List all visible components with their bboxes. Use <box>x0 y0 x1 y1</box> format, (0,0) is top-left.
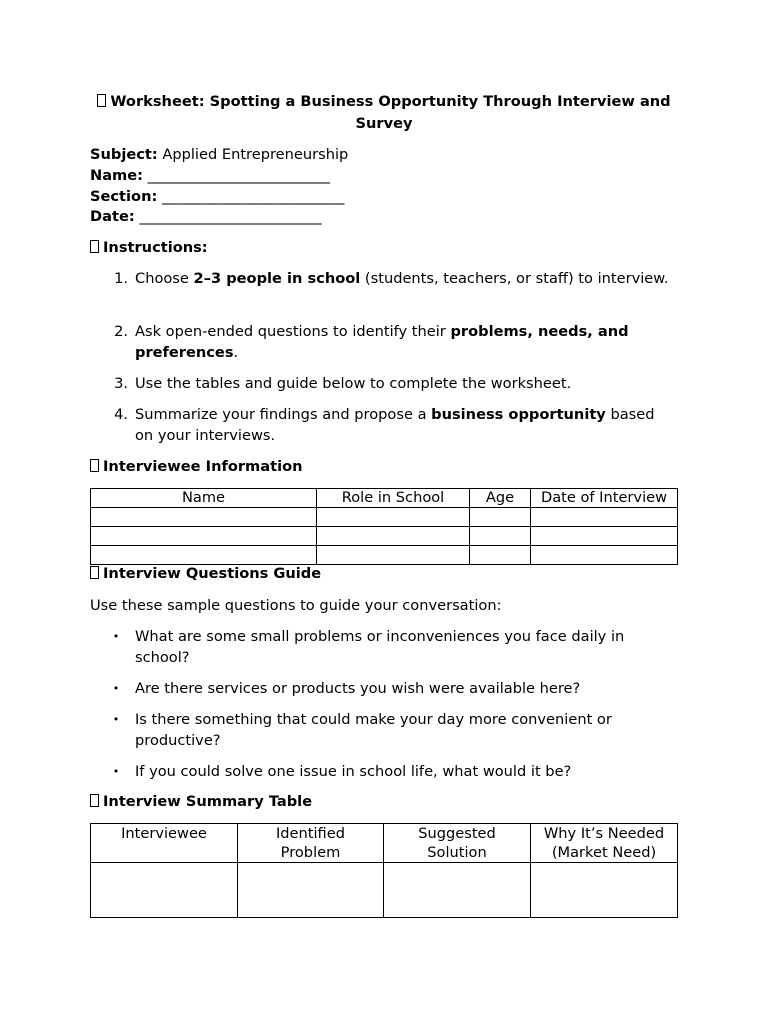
column-header: Suggested Solution <box>384 824 531 863</box>
table-row <box>91 508 678 527</box>
interviewee-emoji-icon <box>90 459 99 472</box>
section-line <box>90 186 344 207</box>
table-cell[interactable] <box>91 546 317 565</box>
section-blank: _________________________ <box>161 188 345 205</box>
bullet-icon: • <box>112 630 120 643</box>
name-blank: _________________________ <box>147 167 331 184</box>
interview-summary-table <box>90 823 678 918</box>
table-cell[interactable] <box>317 508 470 527</box>
table-cell[interactable] <box>91 863 238 918</box>
interviewee-info-heading: Interviewee Information <box>90 456 303 477</box>
subject-line <box>90 144 348 165</box>
questions-guide-heading: Interview Questions Guide <box>90 563 321 584</box>
column-header: Role in School <box>317 489 470 508</box>
table-cell[interactable] <box>531 527 678 546</box>
table-cell[interactable] <box>531 546 678 565</box>
table-cell[interactable] <box>91 508 317 527</box>
column-header: Date of Interview <box>531 489 678 508</box>
bullet-icon: • <box>112 682 120 695</box>
table-cell[interactable] <box>531 508 678 527</box>
title-emoji-icon <box>97 94 106 107</box>
table-cell[interactable] <box>238 863 384 918</box>
table-cell[interactable] <box>317 546 470 565</box>
page-title <box>90 91 678 135</box>
table-header-row <box>91 489 678 508</box>
column-header: Age <box>470 489 531 508</box>
instructions-emoji-icon <box>90 240 99 253</box>
instructions-heading: Instructions: <box>90 237 208 258</box>
table-header-row <box>91 824 678 863</box>
date-blank: _________________________ <box>139 208 322 225</box>
summary-emoji-icon <box>90 794 99 807</box>
table-cell[interactable] <box>470 527 531 546</box>
column-header: Name <box>91 489 317 508</box>
interviewee-info-table <box>90 488 678 565</box>
bullet-icon: • <box>112 713 120 726</box>
table-row <box>91 863 678 918</box>
table-row <box>91 546 678 565</box>
table-cell[interactable] <box>531 863 678 918</box>
table-cell[interactable] <box>470 546 531 565</box>
table-cell[interactable] <box>91 527 317 546</box>
questions-emoji-icon <box>90 566 99 579</box>
name-label: Name: <box>90 167 144 184</box>
date-line <box>90 206 322 227</box>
column-header: Interviewee <box>91 824 238 863</box>
table-cell[interactable] <box>470 508 531 527</box>
table-row <box>91 527 678 546</box>
column-header: Why It’s Needed (Market Need) <box>531 824 678 863</box>
title-text: Worksheet: Spotting a Business Opportunity Through Interview and Survey <box>110 93 671 132</box>
questions-guide-intro: Use these sample questions to guide your conversation: <box>90 597 502 614</box>
name-line <box>90 165 330 186</box>
column-header: Identified Problem <box>238 824 384 863</box>
table-cell[interactable] <box>384 863 531 918</box>
section-label: Section: <box>90 188 158 205</box>
date-label: Date: <box>90 208 135 225</box>
summary-table-heading: Interview Summary Table <box>90 791 312 812</box>
bullet-icon: • <box>112 765 120 778</box>
table-cell[interactable] <box>317 527 470 546</box>
subject-label: Subject: <box>90 146 158 163</box>
subject-value: Applied Entrepreneurship <box>162 146 349 163</box>
